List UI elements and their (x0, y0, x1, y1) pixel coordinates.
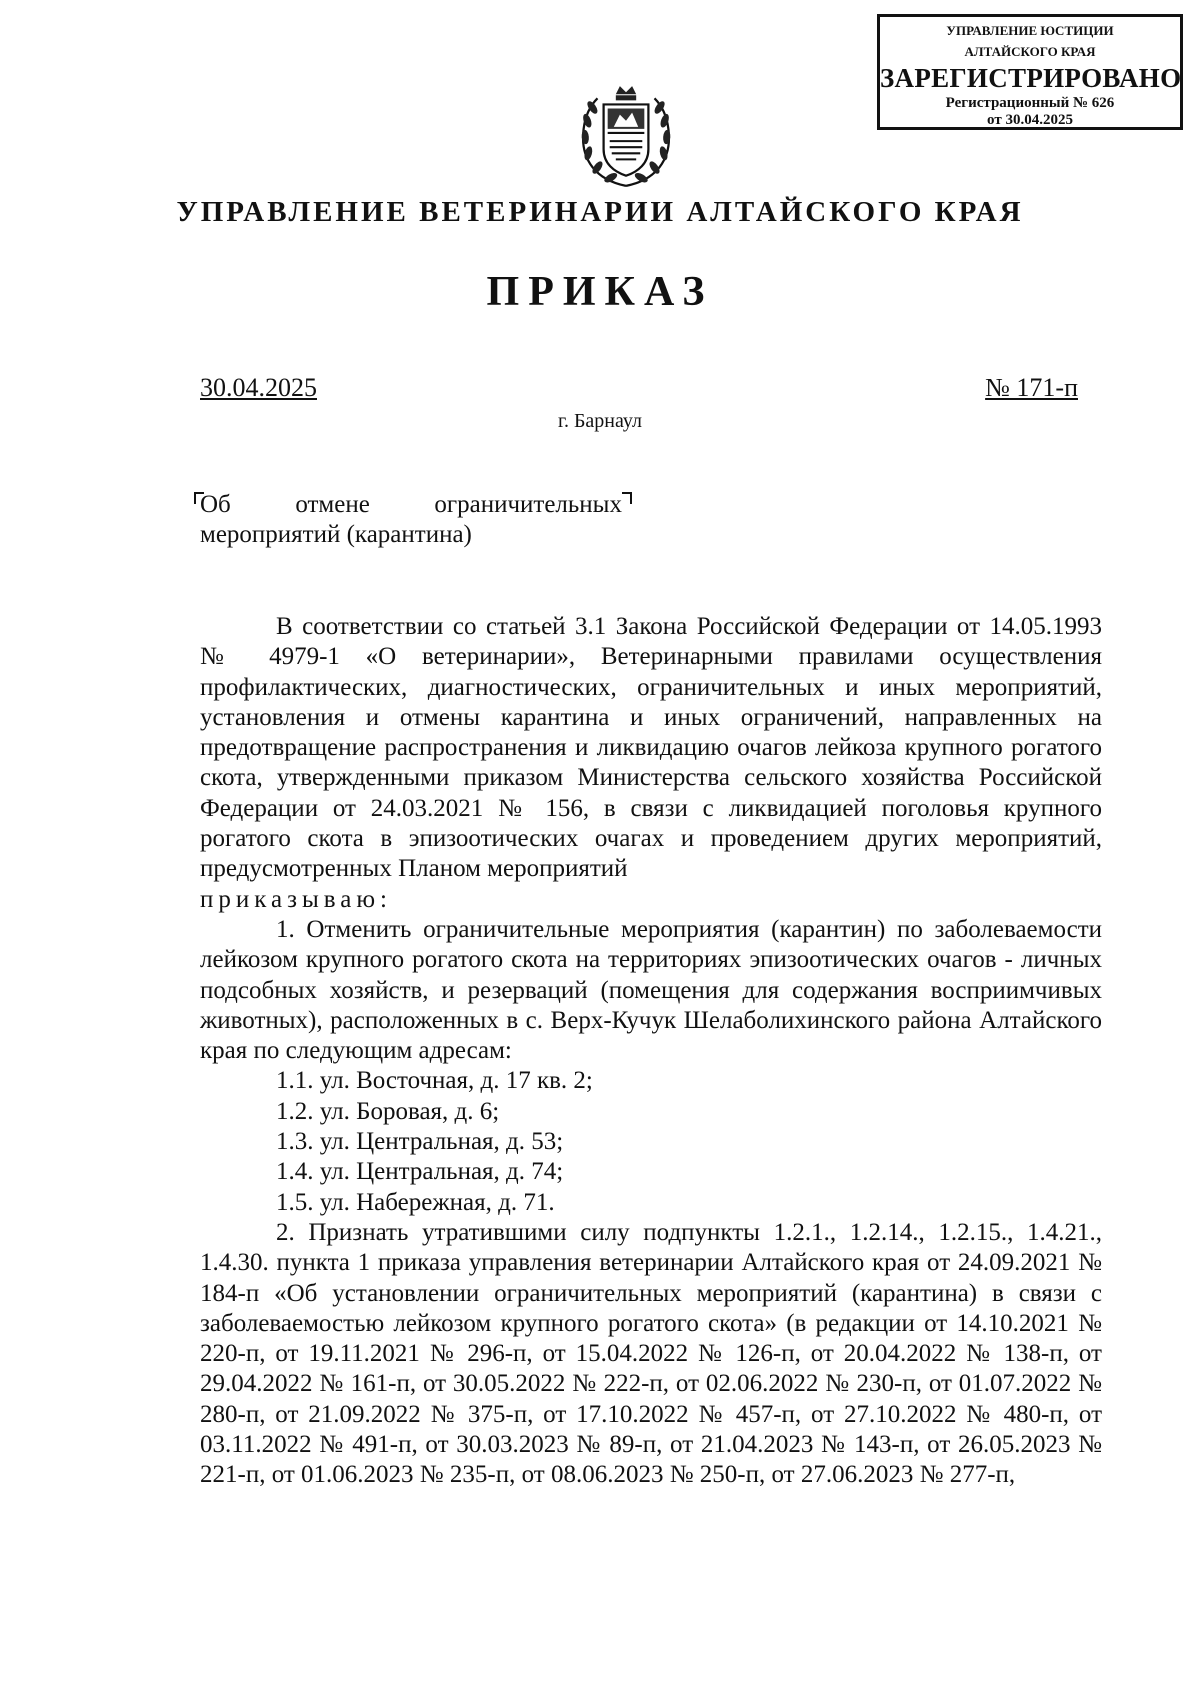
order-word: приказываю: (200, 885, 392, 913)
order-body (200, 612, 1102, 1491)
preamble-paragraph: В соответствии со статьей 3.1 Закона Российской Федерации от 14.05.1993 № 4979-1 «О ветеринарии», Ветеринарными правилами осуществления профилактических, диагностических, ограничительных и иных мероприятий, установления и отмены карантина и иных ограничений, направленных на предотвращение распространения и ликвидацию очагов лейкоза крупного рогатого скота, утвержденными приказом Министерства сельского хозяйства Российской Федерации от 24.03.2021 № 156, в связи с ликвидацией поголовья крупного рогатого скота в эпизоотических очагах и проведением других мероприятий, предусмотренных Планом мероприятий (200, 613, 1102, 883)
order-city: г. Барнаул (558, 410, 642, 432)
order-subject (200, 490, 622, 550)
subject-word-1: Об (200, 491, 231, 518)
subject-word-3: ограничительных (434, 491, 622, 518)
order-number: № 171-п (985, 373, 1078, 402)
order-date: 30.04.2025 (200, 373, 317, 402)
stamp-reg-number: Регистрационный № 626 (945, 95, 1115, 111)
address-item: 1.1. ул. Восточная, д. 17 кв. 2; (276, 1067, 593, 1095)
subject-word-2: отмене (295, 491, 370, 518)
item-1-paragraph: 1. Отменить ограничительные мероприятия (карантин) по заболеваемости лейкозом крупного рогатого скота на территориях эпизоотических очагов - личных подсобных хозяйств, и резерваций (помещения для содержания восприимчивых животных), расположенных в с. Верх-Кучук Шелаболихинского района Алтайского края по следующим адресам: (200, 915, 1102, 1065)
document-type: ПРИКАЗ (486, 269, 714, 315)
coat-of-arms-icon (575, 80, 677, 192)
registration-stamp (877, 14, 1183, 130)
subject-right-corner-mark (622, 492, 632, 504)
agency-name: УПРАВЛЕНИЕ ВЕТЕРИНАРИИ АЛТАЙСКОГО КРАЯ (176, 196, 1024, 228)
address-item: 1.3. ул. Центральная, д. 53; (276, 1128, 564, 1156)
stamp-org-line1: УПРАВЛЕНИЕ ЮСТИЦИИ (946, 23, 1114, 38)
stamp-status: ЗАРЕГИСТРИРОВАНО (880, 63, 1182, 93)
stamp-org-line2: АЛТАЙСКОГО КРАЯ (964, 44, 1096, 59)
address-item: 1.2. ул. Боровая, д. 6; (276, 1097, 500, 1125)
subject-line-2: мероприятий (карантина) (200, 521, 472, 548)
subject-left-corner-mark (194, 492, 204, 504)
address-item: 1.5. ул. Набережная, д. 71. (276, 1188, 555, 1216)
item-2-paragraph: 2. Признать утратившими силу подпункты 1.2.1., 1.2.14., 1.2.15., 1.4.21., 1.4.30. пункта 1 приказа управления ветеринарии Алтайского края от 24.09.2021 № 184-п «Об установлении ограничительных мероприятий (карантина) в связи с заболеваемостью лейкозом крупного рогатого скота» (в редакции от 14.10.2021 № 220-п, от 19.11.2021 № 296-п, от 15.04.2022 № 126-п, от 20.04.2022 № 138-п, от 29.04.2022 № 161-п, от 30.05.2022 № 222-п, от 02.06.2022 № 230-п, от 01.07.2022 № 280-п, от 21.09.2022 № 375-п, от 17.10.2022 № 457-п, от 27.10.2022 № 480-п, от 03.11.2022 № 491-п, от 30.03.2023 № 89-п, от 21.04.2023 № 143-п, от 26.05.2023 № 221-п, от 01.06.2023 № 235-п, от 08.06.2023 № 250-п, от 27.06.2023 № 277-п, (200, 1218, 1102, 1489)
stamp-reg-date: от 30.04.2025 (987, 112, 1073, 128)
address-item: 1.4. ул. Центральная, д. 74; (276, 1158, 564, 1186)
